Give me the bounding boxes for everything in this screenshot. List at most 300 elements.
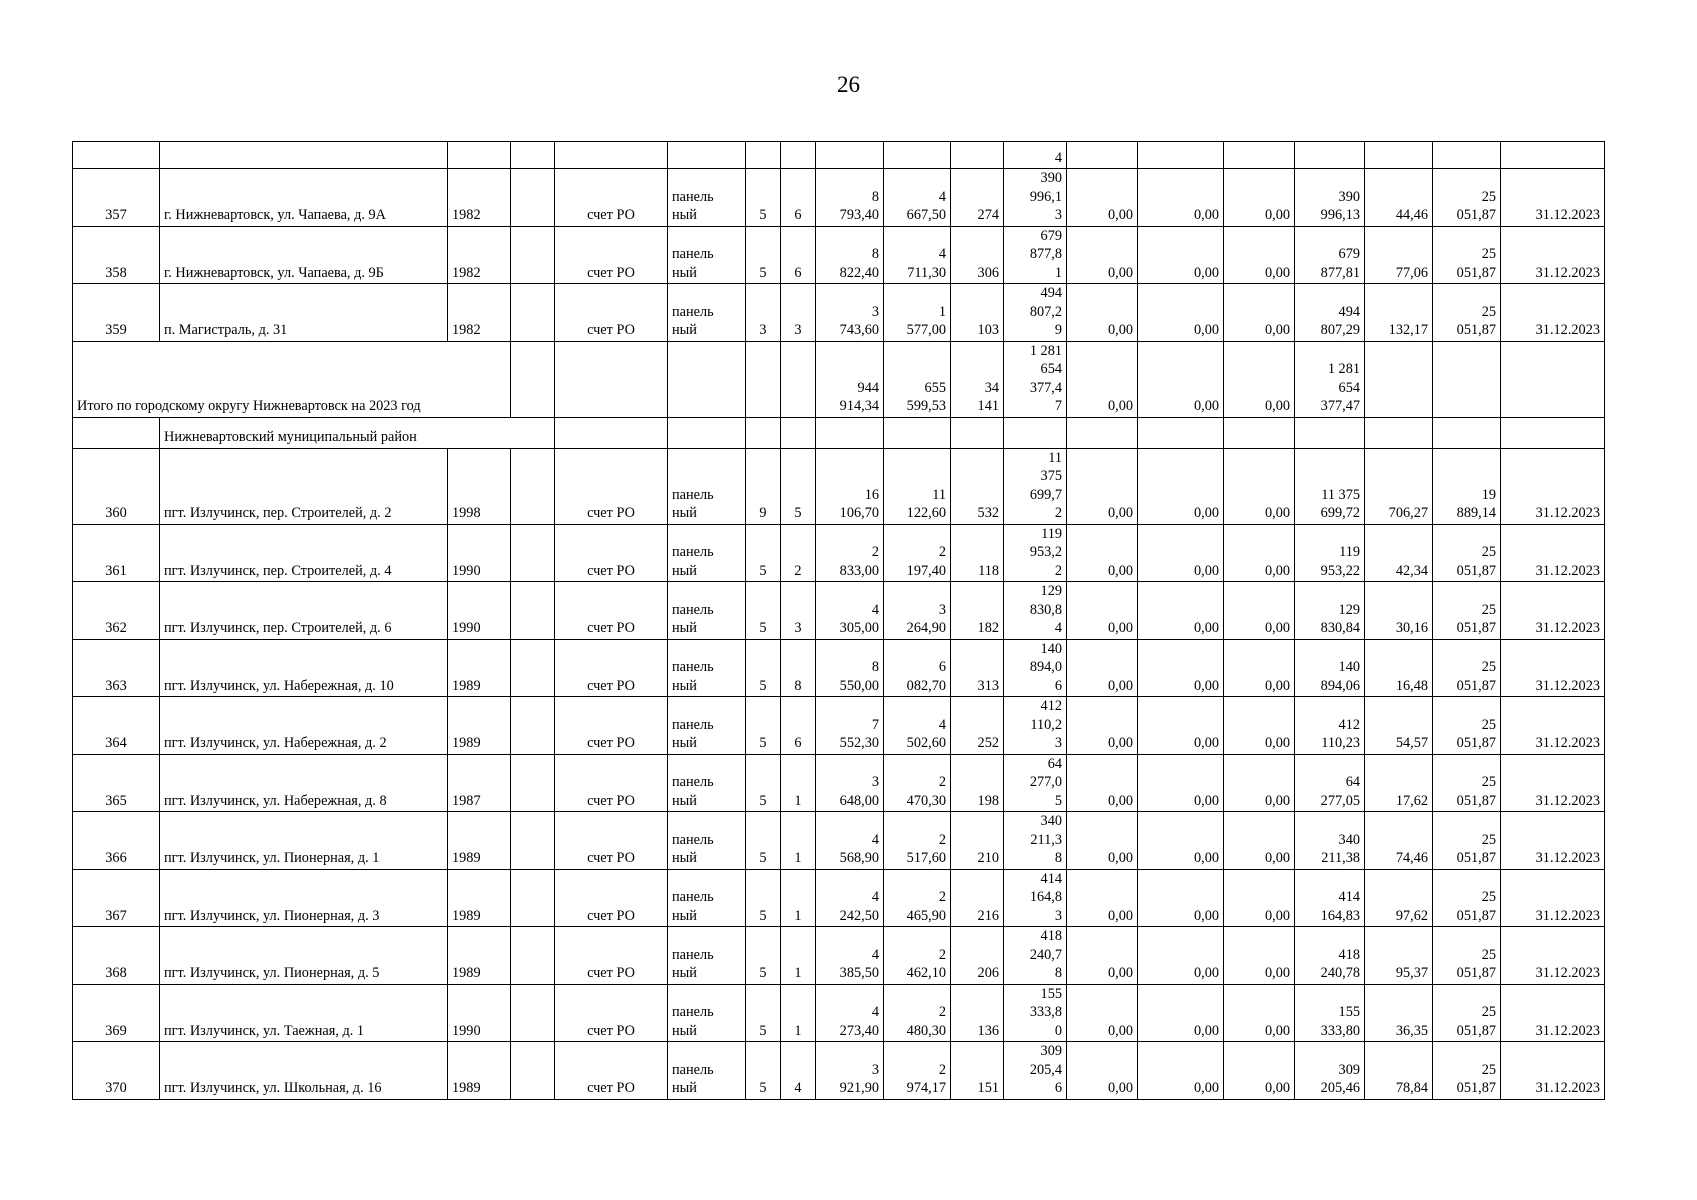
cost-cell [1004, 284, 1067, 342]
owner-funds-cell [1295, 284, 1365, 342]
cell-line: 1 281 [1029, 342, 1062, 359]
cell-line: 155 [1040, 985, 1062, 1002]
floors-cell: 9 [746, 448, 781, 524]
total-label: Итого по городскому округу Нижневартовск на 2023 год [73, 341, 511, 417]
residents-cell: 198 [951, 754, 1004, 812]
cell-line: 830,84 [1320, 620, 1360, 636]
cell-line: 833,00 [839, 562, 879, 579]
date-cell: 31.12.2023 [1501, 1042, 1605, 1100]
cell-line: 4 [871, 889, 879, 905]
cost-cell [1004, 448, 1067, 524]
empty-cell [511, 226, 555, 284]
cost-cell [1004, 984, 1067, 1042]
cell-line: панель [672, 831, 714, 848]
entrances-cell: 5 [781, 448, 816, 524]
table-row [73, 524, 1605, 582]
cell-line: ный [672, 505, 697, 521]
row-number: 359 [73, 284, 160, 342]
empty-cell [511, 341, 555, 417]
account-cell: счет РО [555, 984, 668, 1042]
cell-line: 2 [871, 544, 879, 560]
cell-line: 140 [1338, 659, 1360, 675]
cell-line: 051,87 [1456, 850, 1496, 866]
entrances-cell: 1 [781, 984, 816, 1042]
empty-cell [668, 341, 746, 417]
table-row [73, 284, 1605, 342]
zero-cell-2: 0,00 [1138, 448, 1224, 524]
cell-line: 8 [871, 188, 879, 205]
residents-cell: 210 [951, 812, 1004, 870]
unit-cost-cell: 74,46 [1365, 812, 1433, 870]
wall-material-cell [668, 284, 746, 342]
total-area-cell [816, 697, 884, 755]
cell-line: 309 [1040, 1043, 1062, 1059]
table-row [73, 1042, 1605, 1100]
address-cell: п. Магистраль, д. 31 [160, 284, 448, 342]
zero-cell-1: 0,00 [1067, 226, 1138, 284]
empty-cell [511, 984, 555, 1042]
cell-line: ный [672, 965, 697, 981]
cell-line: 418 [1338, 946, 1360, 963]
wall-material-cell [668, 169, 746, 227]
entrances-cell: 4 [781, 1042, 816, 1100]
cell-line: 4 [938, 246, 946, 262]
row-number: 363 [73, 639, 160, 697]
cell-line: 953,22 [1320, 562, 1360, 579]
cell-line: 19 [1481, 486, 1496, 503]
max-cost-cell [1433, 697, 1501, 755]
table-row [73, 927, 1605, 985]
cell-line: 242,50 [839, 907, 879, 924]
cell-line: 25 [1481, 544, 1496, 560]
wall-material-cell [668, 524, 746, 582]
total-area-cell [816, 226, 884, 284]
floors-cell: 5 [746, 697, 781, 755]
cell-line: 25 [1481, 831, 1496, 848]
empty-cell [781, 341, 816, 417]
address-cell: пгт. Излучинск, пер. Строителей, д. 6 [160, 582, 448, 640]
cell-line: 2 [1054, 562, 1062, 579]
account-cell: счет РО [555, 582, 668, 640]
year-cell: 1989 [448, 869, 511, 927]
zero-cell-2: 0,00 [1138, 169, 1224, 227]
cell-line: 517,60 [906, 850, 946, 866]
residents-cell: 103 [951, 284, 1004, 342]
total-area-cell [816, 524, 884, 582]
cell-line: 051,87 [1456, 677, 1496, 694]
cell-line: ный [672, 792, 697, 809]
cell-line: 894,0 [1029, 659, 1062, 675]
cell-line: 051,87 [1456, 562, 1496, 579]
living-area-cell [884, 524, 951, 582]
cell-line: 667,50 [906, 207, 946, 223]
year-cell: 1990 [448, 984, 511, 1042]
unit-cost-cell: 97,62 [1365, 869, 1433, 927]
zero-cell-3: 0,00 [1224, 984, 1295, 1042]
cell-line: 974,17 [906, 1080, 946, 1096]
empty-cell [511, 754, 555, 812]
cell-line: 8 [871, 246, 879, 262]
cell-line: 6 [1054, 677, 1062, 694]
cell-line: 877,8 [1029, 246, 1062, 262]
total-area-cell [816, 639, 884, 697]
account-cell: счет РО [555, 697, 668, 755]
zero-cell-2: 0,00 [1138, 1042, 1224, 1100]
entrances-cell: 2 [781, 524, 816, 582]
zero-cell-1: 0,00 [1067, 448, 1138, 524]
cell-line: 412 [1338, 716, 1360, 733]
table-row [73, 226, 1605, 284]
empty-cell [73, 417, 160, 448]
date-cell: 31.12.2023 [1501, 524, 1605, 582]
row-number: 364 [73, 697, 160, 755]
floors-cell: 5 [746, 524, 781, 582]
cost-cell [1004, 226, 1067, 284]
cell-line: 051,87 [1456, 207, 1496, 223]
cell-line: 830,8 [1029, 601, 1062, 618]
cost-cell [1004, 341, 1067, 417]
zero-cell-3: 0,00 [1224, 226, 1295, 284]
address-cell: пгт. Излучинск, ул. Пионерная, д. 1 [160, 812, 448, 870]
address-cell: пгт. Излучинск, ул. Набережная, д. 2 [160, 697, 448, 755]
year-cell: 1989 [448, 639, 511, 697]
entrances-cell: 3 [781, 582, 816, 640]
address-cell: пгт. Излучинск, пер. Строителей, д. 4 [160, 524, 448, 582]
account-cell: счет РО [555, 927, 668, 985]
zero-cell-3: 0,00 [1224, 169, 1295, 227]
total-area-cell [816, 582, 884, 640]
account-cell: счет РО [555, 226, 668, 284]
cell-line: 1 [938, 303, 946, 320]
cell-line: 418 [1040, 928, 1062, 944]
cell-line: 25 [1481, 246, 1496, 262]
cell-line: панель [672, 774, 714, 790]
cell-line: 743,60 [839, 322, 879, 338]
date-cell: 31.12.2023 [1501, 284, 1605, 342]
owner-funds-cell [1295, 169, 1365, 227]
zero-cell-1: 0,00 [1067, 984, 1138, 1042]
cell-line: 082,70 [906, 677, 946, 694]
empty-cell [1138, 417, 1224, 448]
table-row [73, 448, 1605, 524]
living-area-cell [884, 639, 951, 697]
cell-line: 414 [1338, 889, 1360, 905]
zero-cell-2: 0,00 [1138, 984, 1224, 1042]
zero-cell-1: 0,00 [1067, 639, 1138, 697]
floors-cell: 5 [746, 927, 781, 985]
cell-line: 599,53 [906, 398, 946, 414]
row-number: 367 [73, 869, 160, 927]
max-cost-cell [1433, 284, 1501, 342]
residents-cell: 274 [951, 169, 1004, 227]
account-cell: счет РО [555, 754, 668, 812]
cell-line: 333,80 [1320, 1022, 1360, 1039]
year-cell: 1989 [448, 812, 511, 870]
cell-line: 240,7 [1029, 946, 1062, 963]
entrances-cell: 1 [781, 927, 816, 985]
cell-line: 552,30 [839, 735, 879, 751]
empty-cell [1433, 417, 1501, 448]
cell-line: 577,00 [906, 322, 946, 338]
date-cell: 31.12.2023 [1501, 582, 1605, 640]
cell-line: 051,87 [1456, 1080, 1496, 1096]
living-area-cell [884, 754, 951, 812]
account-cell: счет РО [555, 524, 668, 582]
total-area-cell [816, 341, 884, 417]
unit-cost-cell: 132,17 [1365, 284, 1433, 342]
zero-cell-1: 0,00 [1067, 341, 1138, 417]
max-cost-cell [1433, 927, 1501, 985]
year-cell: 1990 [448, 524, 511, 582]
row-number: 362 [73, 582, 160, 640]
row-number: 360 [73, 448, 160, 524]
empty-cell [511, 869, 555, 927]
entrances-cell: 8 [781, 639, 816, 697]
unit-cost-cell: 706,27 [1365, 448, 1433, 524]
wall-material-cell [668, 927, 746, 985]
table-row [73, 169, 1605, 227]
wall-material-cell [668, 869, 746, 927]
cell-line: 7 [1054, 398, 1062, 414]
register-table [72, 141, 1605, 1100]
cell-line: 34 [984, 379, 999, 396]
cell-line: панель [672, 1061, 714, 1078]
wall-material-cell [668, 754, 746, 812]
cost-cell [1004, 812, 1067, 870]
cost-cell [1004, 754, 1067, 812]
cell-line: 679 [1338, 246, 1360, 262]
cell-line: 305,00 [839, 620, 879, 636]
cell-line: 412 [1040, 698, 1062, 714]
cell-line: 051,87 [1456, 620, 1496, 636]
floors-cell: 5 [746, 169, 781, 227]
cell-line: 655 [924, 379, 946, 396]
cell-line: ный [672, 735, 697, 751]
cell-line: 119 [1339, 544, 1360, 560]
cell-line: 807,2 [1029, 303, 1062, 320]
total-area-cell [816, 812, 884, 870]
cost-cell [1004, 869, 1067, 927]
empty-cell [668, 417, 746, 448]
cell-line: 3 [871, 1061, 879, 1078]
floors-cell: 5 [746, 639, 781, 697]
row-number: 366 [73, 812, 160, 870]
cell-line: панель [672, 889, 714, 905]
cell-line: 654 [1338, 379, 1360, 396]
address-cell: пгт. Излучинск, ул. Пионерная, д. 3 [160, 869, 448, 927]
living-area-cell [884, 927, 951, 985]
empty-cell [1224, 417, 1295, 448]
floors-cell: 5 [746, 226, 781, 284]
cell-line: 648,00 [839, 792, 879, 809]
cell-line: 340 [1040, 813, 1062, 829]
cell-line: ный [672, 322, 697, 338]
row-number: 365 [73, 754, 160, 812]
address-cell: пгт. Излучинск, ул. Набережная, д. 8 [160, 754, 448, 812]
address-cell: пгт. Излучинск, ул. Набережная, д. 10 [160, 639, 448, 697]
cell-line: 470,30 [906, 792, 946, 809]
cell-line: 333,8 [1029, 1004, 1062, 1020]
cell-line: ный [672, 264, 697, 281]
row-number: 361 [73, 524, 160, 582]
zero-cell-1: 0,00 [1067, 927, 1138, 985]
cell-line: панель [672, 601, 714, 618]
wall-material-cell [668, 448, 746, 524]
wall-material-cell [668, 812, 746, 870]
cell-line: панель [672, 544, 714, 560]
cost-cell [1004, 927, 1067, 985]
residents-cell: 532 [951, 448, 1004, 524]
wall-material-cell [668, 984, 746, 1042]
account-cell: счет РО [555, 284, 668, 342]
unit-cost-cell: 17,62 [1365, 754, 1433, 812]
cell-line: 914,34 [839, 398, 879, 414]
year-cell: 1989 [448, 1042, 511, 1100]
cell-line: ный [672, 620, 697, 636]
cell-line: ный [672, 1080, 697, 1096]
empty-cell [511, 524, 555, 582]
cell-line: 25 [1481, 303, 1496, 320]
cell-line: 25 [1481, 774, 1496, 790]
cell-line: 2 [938, 1061, 946, 1078]
zero-cell-3: 0,00 [1224, 697, 1295, 755]
cell-line: 164,83 [1320, 907, 1360, 924]
cell-line: панель [672, 303, 714, 320]
owner-funds-cell [1295, 1042, 1365, 1100]
empty-cell [555, 341, 668, 417]
living-area-cell [884, 448, 951, 524]
date-cell: 31.12.2023 [1501, 697, 1605, 755]
cell-line: 25 [1481, 889, 1496, 905]
cell-line: 051,87 [1456, 907, 1496, 924]
year-cell: 1990 [448, 582, 511, 640]
cell-line: 5 [1054, 792, 1062, 809]
cell-line: 822,40 [839, 264, 879, 281]
date-cell: 31.12.2023 [1501, 448, 1605, 524]
cell-line: 3 [938, 601, 946, 618]
cell-line: 205,46 [1320, 1080, 1360, 1096]
zero-cell-2: 0,00 [1138, 927, 1224, 985]
empty-cell [511, 582, 555, 640]
cell-line: 309 [1338, 1061, 1360, 1078]
zero-cell-2: 0,00 [1138, 812, 1224, 870]
zero-cell-3: 0,00 [1224, 639, 1295, 697]
zero-cell-1: 0,00 [1067, 869, 1138, 927]
cell-line: 568,90 [839, 850, 879, 866]
living-area-cell [884, 169, 951, 227]
entrances-cell: 3 [781, 284, 816, 342]
cell-line: 4 [871, 831, 879, 848]
address-cell: пгт. Излучинск, ул. Таежная, д. 1 [160, 984, 448, 1042]
living-area-cell [884, 1042, 951, 1100]
entrances-cell: 6 [781, 697, 816, 755]
district-row [73, 417, 1605, 448]
unit-cost-cell: 30,16 [1365, 582, 1433, 640]
cell-line: 4 [871, 946, 879, 963]
cell-line: 3 [871, 774, 879, 790]
cell-line: 3 [1054, 207, 1062, 223]
zero-cell-1: 0,00 [1067, 524, 1138, 582]
cell-line: 414 [1040, 870, 1062, 887]
cell-line: ный [672, 850, 697, 866]
empty-cell [1433, 341, 1501, 417]
cell-line: 385,50 [839, 965, 879, 981]
date-cell: 31.12.2023 [1501, 812, 1605, 870]
wall-material-cell [668, 1042, 746, 1100]
unit-cost-cell: 16,48 [1365, 639, 1433, 697]
owner-funds-cell [1295, 812, 1365, 870]
unit-cost-cell: 54,57 [1365, 697, 1433, 755]
account-cell: счет РО [555, 639, 668, 697]
row-number: 370 [73, 1042, 160, 1100]
residents-cell [951, 341, 1004, 417]
total-area-cell [816, 984, 884, 1042]
address-cell: г. Нижневартовск, ул. Чапаева, д. 9А [160, 169, 448, 227]
cell-line: ный [672, 207, 697, 223]
unit-cost-cell: 95,37 [1365, 927, 1433, 985]
cell-line: 377,4 [1029, 379, 1062, 396]
cell-line: 1 [1054, 264, 1062, 281]
zero-cell-3: 0,00 [1224, 582, 1295, 640]
cell-line: 462,10 [906, 965, 946, 981]
address-cell: пгт. Излучинск, пер. Строителей, д. 2 [160, 448, 448, 524]
living-area-cell [884, 226, 951, 284]
cell-line: 2 [938, 831, 946, 848]
year-cell: 1982 [448, 284, 511, 342]
residents-cell: 151 [951, 1042, 1004, 1100]
cell-line: 340 [1338, 831, 1360, 848]
unit-cost-cell: 44,46 [1365, 169, 1433, 227]
cell-line: 390 [1338, 188, 1360, 205]
empty-cell [511, 284, 555, 342]
cell-line: 25 [1481, 1061, 1496, 1078]
max-cost-cell [1433, 448, 1501, 524]
cell-line: 4 [938, 188, 946, 205]
cell-line: ный [672, 907, 697, 924]
cell-line: 25 [1481, 188, 1496, 205]
empty-cell [511, 639, 555, 697]
max-cost-cell [1433, 582, 1501, 640]
zero-cell-2: 0,00 [1138, 524, 1224, 582]
unit-cost-cell: 78,84 [1365, 1042, 1433, 1100]
cell-line: 110,2 [1030, 716, 1062, 733]
cell-line: 390 [1040, 170, 1062, 186]
owner-funds-cell [1295, 984, 1365, 1042]
owner-funds-cell [1295, 869, 1365, 927]
cell-line: 0 [1054, 1022, 1062, 1039]
cell-line: 277,05 [1320, 792, 1360, 809]
cell-line: 051,87 [1456, 322, 1496, 338]
cell-line: 494 [1040, 285, 1062, 301]
total-area-cell [816, 1042, 884, 1100]
unit-cost-cell: 77,06 [1365, 226, 1433, 284]
empty-cell [511, 1042, 555, 1100]
cell-line: ный [672, 677, 697, 694]
empty-cell [1501, 341, 1605, 417]
zero-cell-3: 0,00 [1224, 927, 1295, 985]
cell-line: 264,90 [906, 620, 946, 636]
cell-line: 4 [938, 716, 946, 733]
max-cost-cell [1433, 169, 1501, 227]
entrances-cell: 1 [781, 869, 816, 927]
cell-line: 25 [1481, 601, 1496, 618]
cell-line: ный [672, 562, 697, 579]
total-area-cell [816, 284, 884, 342]
zero-cell-2: 0,00 [1138, 284, 1224, 342]
cell-line: 64 [1047, 755, 1062, 772]
empty-cell [511, 448, 555, 524]
total-area-cell [816, 927, 884, 985]
